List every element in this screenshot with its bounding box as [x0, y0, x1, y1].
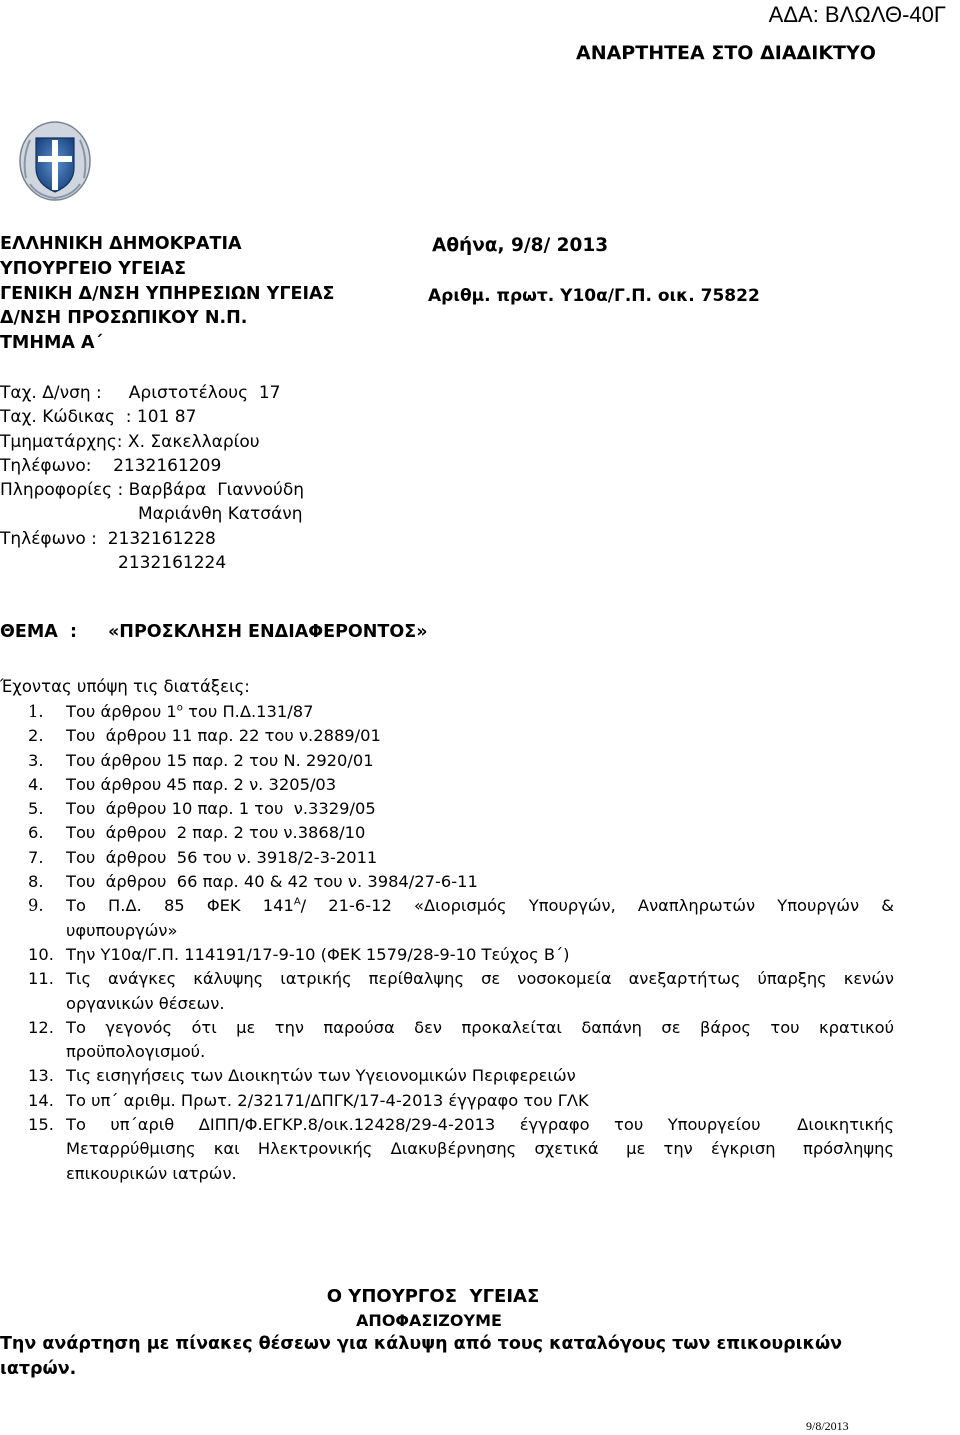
item-text: Την Υ10α/Γ.Π. 114191/17-9-10 (ΦΕΚ 1579/28-9-10 Τεύχος Β΄) — [66, 944, 570, 964]
ada-code: ΑΔΑ: ΒΛΩΛΘ-40Γ — [768, 2, 946, 27]
item-text: Του άρθρου 45 παρ. 2 ν. 3205/03 — [66, 774, 337, 794]
item-number: 6. — [28, 823, 44, 843]
item-number: 8. — [28, 872, 44, 892]
item-text: Του άρθρου 15 παρ. 2 του Ν. 2920/01 — [66, 750, 374, 770]
list-item — [28, 724, 894, 748]
list-item — [28, 870, 894, 894]
list-item — [28, 894, 905, 943]
item-number: 4. — [28, 774, 44, 794]
document-date: Αθήνα, 9/8/ 2013 — [432, 235, 609, 256]
list-item — [28, 1016, 900, 1065]
item-text: Του άρθρου 66 παρ. 40 & 42 του ν. 3984/27-6-11 — [66, 872, 478, 892]
item-number: 9. — [28, 896, 44, 916]
item-text-cont: / 21-6-12 «Διορισμός Υπουργών, Αναπληρωτών Υπουργών & υφυπουργών» — [66, 896, 905, 940]
list-item — [28, 1113, 900, 1186]
item-number: 7. — [28, 847, 44, 867]
contact-phone-3: 2132161224 — [118, 553, 227, 574]
item-number: 2. — [28, 726, 44, 746]
list-item — [28, 967, 900, 1016]
item-text: Το υπ΄αριθ ΔΙΠΠ/Φ.ΕΓΚΡ.8/οικ.12428/29-4-2013 έγγραφο του Υπουργείου Διοικητικής Μεταρρύθμισης και Ηλεκτρονικής Διακυβέρνησης σχετικά με την έγκριση πρόσληψης επικουρικών ιατρών. — [66, 1115, 900, 1183]
provisions-list — [28, 700, 905, 1186]
item-text: Του άρθρου 10 παρ. 1 του ν.3329/05 — [66, 799, 376, 819]
header-org-5: ΤΜΗΜΑ Α΄ — [0, 333, 103, 353]
list-item — [28, 821, 894, 845]
item-text: Του άρθρου 2 παρ. 2 του ν.3868/10 — [66, 823, 366, 843]
posting-notice: ΑΝΑΡΤΗΤΕΑ ΣΤΟ ΔΙΑΔΙΚΤΥΟ — [576, 42, 876, 64]
list-item — [28, 700, 894, 724]
list-item — [28, 943, 894, 967]
subject-line — [0, 622, 428, 642]
item-number: 10. — [28, 944, 54, 964]
decide-heading: ΑΠΟΦΑΣΙΖΟΥΜΕ — [356, 1311, 502, 1330]
contact-address: Ταχ. Δ/νση : Αριστοτέλους 17 — [0, 383, 281, 403]
greek-emblem-logo — [18, 118, 92, 202]
item-text: Του άρθρου 1 — [66, 702, 177, 721]
contact-info-2: Μαριάνθη Κατσάνη — [138, 504, 303, 525]
item-text: Το Π.Δ. 85 ΦΕΚ 141 — [66, 896, 294, 916]
decision-text: Την ανάρτηση με πίνακες θέσεων για κάλυψη από τους καταλόγους των επικουρικών ιατρών. — [0, 1334, 843, 1379]
item-text: Του άρθρου 11 παρ. 22 του ν.2889/01 — [66, 726, 381, 746]
intro-text: Έχοντας υπόψη τις διατάξεις: — [0, 677, 250, 696]
header-org-1: ΕΛΛΗΝΙΚΗ ΔΗΜΟΚΡΑΤΙΑ — [0, 234, 242, 254]
contact-phone-1: Τηλέφωνο: 2132161209 — [0, 455, 222, 476]
item-number: 15. — [28, 1115, 54, 1135]
subject-label: ΘΕΜΑ : — [0, 622, 77, 642]
minister-title: Ο ΥΠΟΥΡΓΟΣ ΥΓΕΙΑΣ — [326, 1286, 540, 1307]
item-number: 1. — [28, 702, 44, 721]
contact-phone-2: Τηλέφωνο : 2132161228 — [0, 528, 216, 549]
contact-postcode: Ταχ. Κώδικας : 101 87 — [0, 407, 197, 428]
list-item — [28, 749, 894, 773]
header-org-4: Δ/ΝΣΗ ΠΡΟΣΩΠΙΚΟΥ Ν.Π. — [0, 308, 248, 328]
item-number: 12. — [28, 1017, 54, 1037]
contact-info: Πληροφορίες : Βαρβάρα Γιαννούδη — [0, 480, 305, 501]
contact-block — [0, 381, 304, 575]
item-number: 5. — [28, 799, 44, 819]
list-item — [28, 1064, 894, 1088]
item-text: Τις εισηγήσεις των Διοικητών των Υγειονομικών Περιφερειών — [66, 1066, 576, 1086]
item-text-cont: του Π.Δ.131/87 — [182, 702, 314, 721]
item-number: 11. — [28, 969, 54, 989]
item-number: 3. — [28, 750, 44, 770]
list-item — [28, 1089, 894, 1113]
header-org-2: ΥΠΟΥΡΓΕΙΟ ΥΓΕΙΑΣ — [0, 259, 187, 279]
item-number: 14. — [28, 1090, 54, 1110]
item-text: Το υπ΄ αριθμ. Πρωτ. 2/32171/ΔΠΓΚ/17-4-2013 έγγραφο του ΓΛΚ — [66, 1090, 589, 1110]
item-text: Του άρθρου 56 του ν. 3918/2-3-2011 — [66, 847, 378, 867]
header-org-3: ΓΕΝΙΚΗ Δ/ΝΣΗ ΥΠΗΡΕΣΙΩΝ ΥΓΕΙΑΣ — [0, 284, 335, 304]
list-item — [28, 846, 894, 870]
protocol-number: Αριθμ. πρωτ. Υ10α/Γ.Π. οικ. 75822 — [428, 286, 760, 306]
item-superscript: Α — [293, 896, 301, 908]
item-number: 13. — [28, 1066, 54, 1086]
list-item — [28, 797, 894, 821]
subject-text: «ΠΡΟΣΚΛΗΣΗ ΕΝΔΙΑΦΕΡΟΝΤΟΣ» — [108, 622, 428, 642]
contact-head: Τμηματάρχης: Χ. Σακελλαρίου — [0, 431, 260, 452]
item-text: Τις ανάγκες κάλυψης ιατρικής περίθαλψης σε νοσοκομεία ανεξαρτήτως ύπαρξης κενών οργανικών θέσεων. — [66, 969, 900, 1013]
list-item — [28, 773, 894, 797]
footer-date: 9/8/2013 — [806, 1419, 849, 1433]
item-superscript: ο — [176, 702, 183, 714]
item-text: Το γεγονός ότι με την παρούσα δεν προκαλείται δαπάνη σε βάρος του κρατικού προϋπολογισμού. — [66, 1017, 900, 1062]
